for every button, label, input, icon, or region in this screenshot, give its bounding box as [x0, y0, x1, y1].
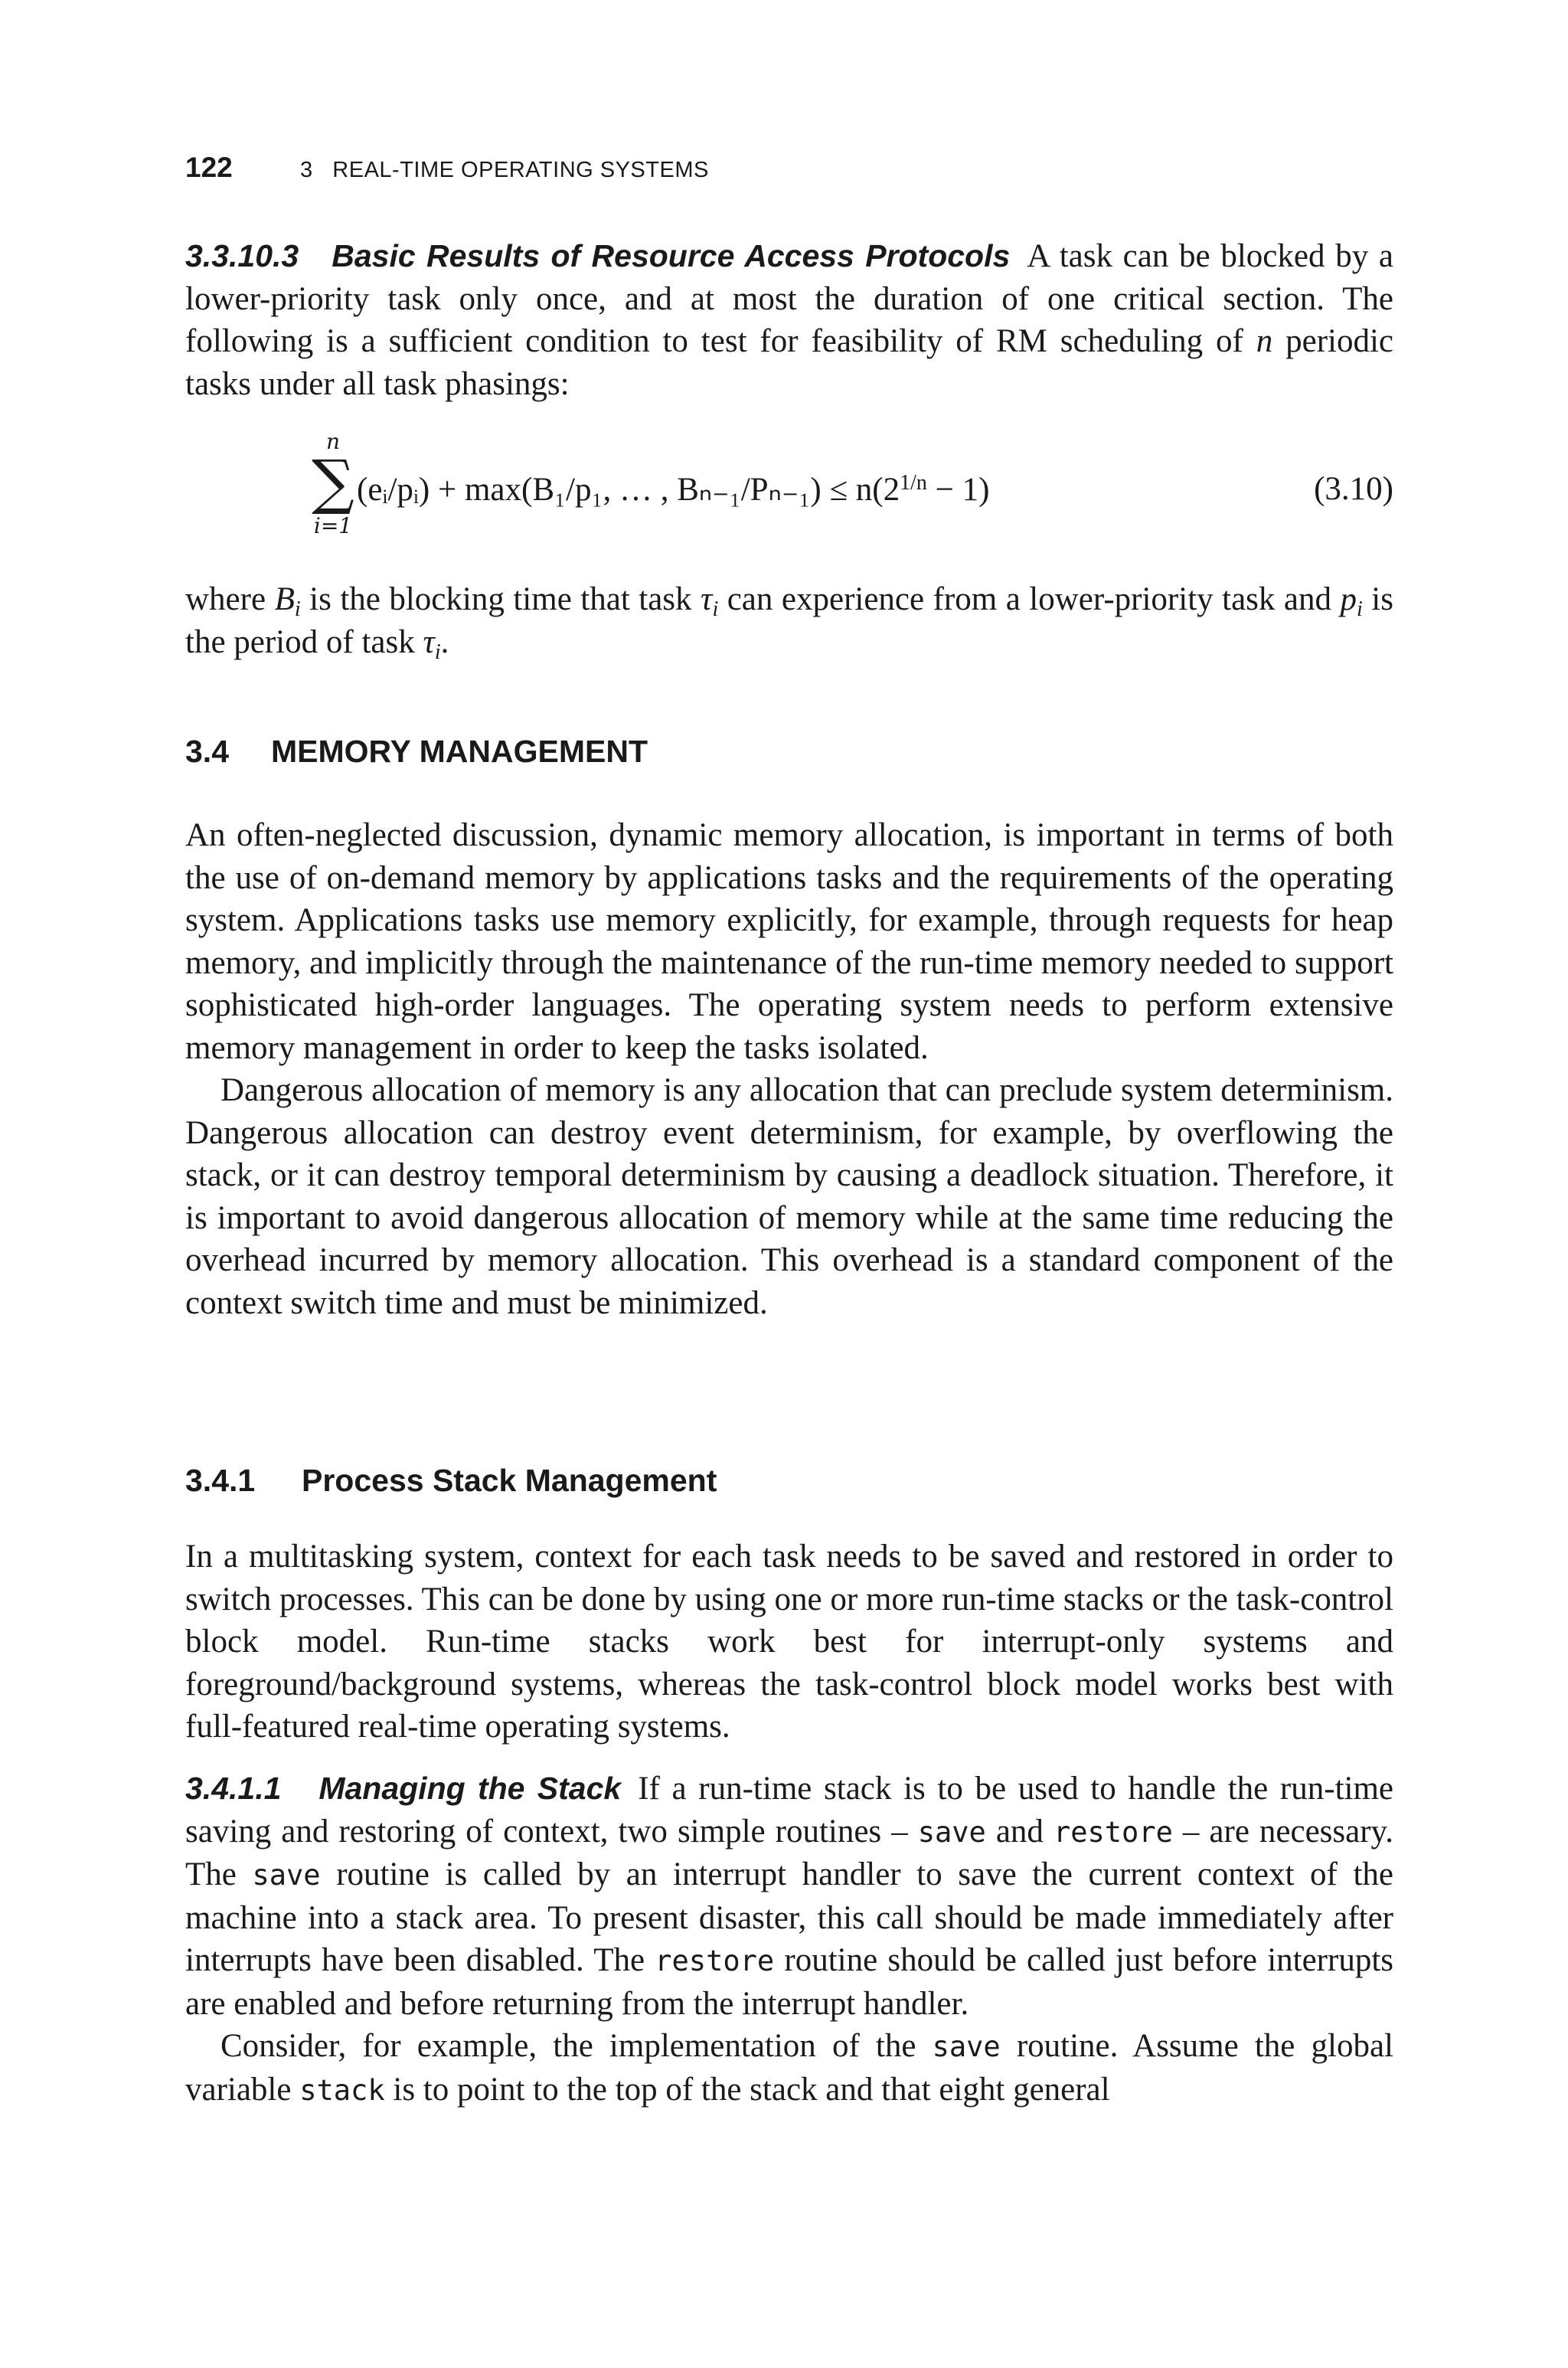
- math-sub: i: [1357, 597, 1363, 621]
- paragraph: [185, 235, 1393, 405]
- text: If a run-time stack is to be used to handle the run-time saving and restoring of context, two simple routines –: [185, 1771, 1393, 1850]
- text: routine is called by an interrupt handler to save the current context of the machine into a stack area. To present disaster, this call should be made immediately after interrupts have been disabled. The: [185, 1856, 1393, 1978]
- paragraph: [185, 578, 1393, 663]
- text: and: [985, 1813, 1054, 1850]
- code-stack: stack: [299, 2073, 385, 2107]
- equation-number: (3.10): [1314, 471, 1393, 507]
- math-var: n: [1256, 323, 1273, 359]
- math-sub: i: [712, 597, 719, 621]
- text: is the blocking time that task: [300, 581, 701, 617]
- equation-body: [357, 470, 989, 509]
- section-3-4-body: [185, 814, 1393, 1324]
- page-number: 122: [185, 152, 233, 183]
- section-heading-3-4: [185, 734, 648, 770]
- text: routine should be called just before interrupts are enabled and before returning from the interrupt handler.: [185, 1942, 1394, 2022]
- sigma-icon: ∑: [312, 448, 354, 517]
- text: – are necessary. The: [185, 1813, 1394, 1892]
- math-var: p: [1340, 581, 1357, 617]
- paragraph: Dangerous allocation of memory is any allocation that can preclude system determinism. Dangerous allocation can destroy event determinism, for example, by overflowing the stack, or it can destroy temporal determinism by causing a deadlock situation. Therefore, it is important to avoid dangerous allocation of memory while at the same time reducing the overhead incurred by memory allocation. This overhead is a standard component of the context switch time and must be minimized.: [185, 1072, 1393, 1321]
- math-sub: i: [434, 639, 441, 664]
- text: Consider, for example, the implementation of the: [220, 2028, 933, 2064]
- subsection-heading-3-4-1: [185, 1463, 717, 1499]
- sum-upper-limit: n: [325, 429, 341, 454]
- code-save: save: [932, 2030, 1001, 2063]
- section-3-3-10-3: [185, 235, 1393, 405]
- equation-explanation: [185, 578, 1393, 663]
- chapter-title: 3 REAL-TIME OPERATING SYSTEMS: [300, 158, 709, 182]
- section-title: MEMORY MANAGEMENT: [271, 734, 648, 769]
- section-number: 3.4: [185, 734, 229, 769]
- subsection-title: Process Stack Management: [302, 1463, 717, 1498]
- summation-symbol: [310, 429, 356, 538]
- subsubsection-heading: 3.4.1.1 Managing the Stack: [185, 1771, 622, 1806]
- text: routine. Assume the global variable: [185, 2028, 1393, 2108]
- math-var: τ: [701, 581, 713, 617]
- equation-tail: − 1): [926, 472, 990, 508]
- equation-exponent: 1/n: [900, 471, 927, 495]
- math-sub: i: [294, 597, 301, 621]
- code-save: save: [917, 1815, 986, 1849]
- section-3-4-1-body: [185, 1536, 1393, 1748]
- text: A task can be blocked by a lower-priority task only once, and at most the duration of one critical section. The following is a sufficient condition to test for feasibility of RM scheduling of: [185, 238, 1393, 359]
- text: where: [185, 581, 275, 617]
- code-restore: restore: [655, 1944, 775, 1977]
- text: is the period of task: [185, 581, 1393, 660]
- math-var: τ: [423, 623, 435, 660]
- equation-3-10: [185, 429, 1393, 559]
- text: .: [440, 623, 449, 660]
- subsubsection-heading: 3.3.10.3 Basic Results of Resource Access Protocols: [185, 238, 1011, 273]
- code-restore: restore: [1053, 1815, 1173, 1849]
- paragraph: [185, 1768, 1393, 2025]
- section-3-4-1-1: [185, 1768, 1393, 2111]
- paragraph: In a multitasking system, context for each task needs to be saved and restored in order to switch processes. This can be done by using one or more run-time stacks or the task-control block model. Run-time stacks work best for interrupt-only systems and foreground/background systems, whereas the task-control block model works best with full-featured real-time operating systems.: [185, 1539, 1393, 1745]
- text: can experience from a lower-priority task and: [718, 581, 1341, 617]
- sum-lower-limit: i=1: [313, 513, 353, 538]
- subsection-number: 3.4.1: [185, 1463, 256, 1498]
- paragraph: [185, 2025, 1393, 2111]
- code-save: save: [252, 1859, 321, 1892]
- text: periodic tasks under all task phasings:: [185, 323, 1393, 402]
- equation-main: (eᵢ/pᵢ) + max(B₁/p₁, … , Bₙ₋₁/Pₙ₋₁) ≤ n(2: [357, 472, 900, 508]
- math-var: B: [274, 581, 295, 617]
- text: is to point to the top of the stack and that eight general: [384, 2071, 1110, 2108]
- paragraph: An often-neglected discussion, dynamic memory allocation, is important in terms of both the use of on-demand memory by applications tasks and the requirements of the operating system. Applications tasks use memory explicitly, for example, through requests for heap memory, and implicitly through the maintenance of the run-time memory needed to support sophisticated high-order languages. The operating system needs to perform extensive memory management in order to keep the tasks isolated.: [185, 817, 1393, 1066]
- running-head: [185, 152, 709, 184]
